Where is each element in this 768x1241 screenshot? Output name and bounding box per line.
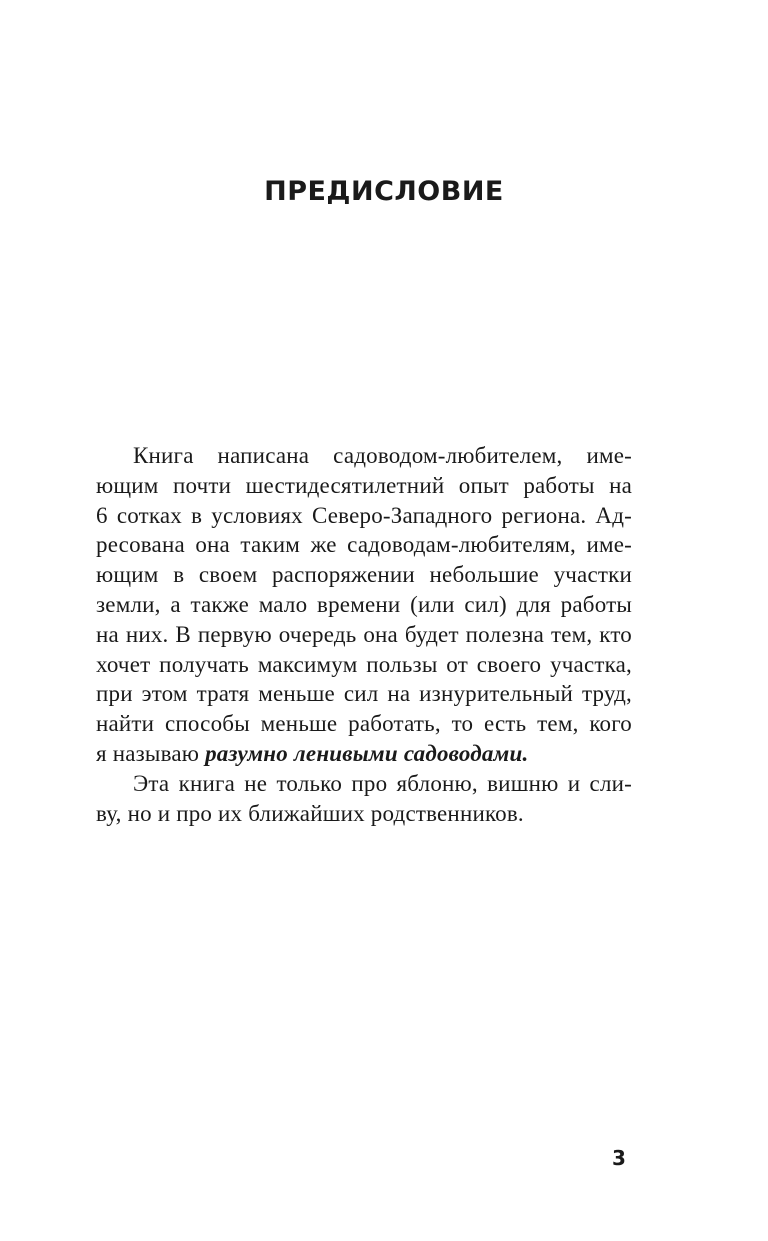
page-number: 3 [612,1146,626,1170]
chapter-title: ПРЕДИСЛОВИЕ [264,176,504,207]
text-line: ву, но и про их ближайших родственников. [96,800,524,826]
text-line: 6 сотках в условиях Северо-Западного региона. Ад- [96,502,632,528]
text-line: ющим в своем распоряжении небольшие участки [96,562,632,588]
text-lead: я называю [96,740,206,766]
paragraph-1 [96,441,632,769]
text-line: ющим почти шестидесятилетний опыт работы на [96,472,632,498]
paragraph-2 [96,769,632,829]
emphasis-text: разумно ленивыми садоводами. [205,740,529,766]
text-line: хочет получать максимум пользы от своего участка, [96,651,632,677]
text-line-last [96,739,632,769]
body-text [96,441,632,828]
text-line: при этом тратя меньше сил на изнурительный труд, [96,681,632,707]
text-line: земли, а также мало времени (или сил) для работы [96,591,632,617]
text-line: найти способы меньше работать, то есть тем, кого [96,711,632,737]
text-line: Книга написана садоводом-любителем, име- [133,443,632,468]
text-line: ресована она таким же садоводам-любителям, име- [96,532,632,558]
text-line: на них. В первую очередь она будет полезна тем, кто [96,621,632,647]
text-line: Эта книга не только про яблоню, вишню и сли- [133,770,632,796]
